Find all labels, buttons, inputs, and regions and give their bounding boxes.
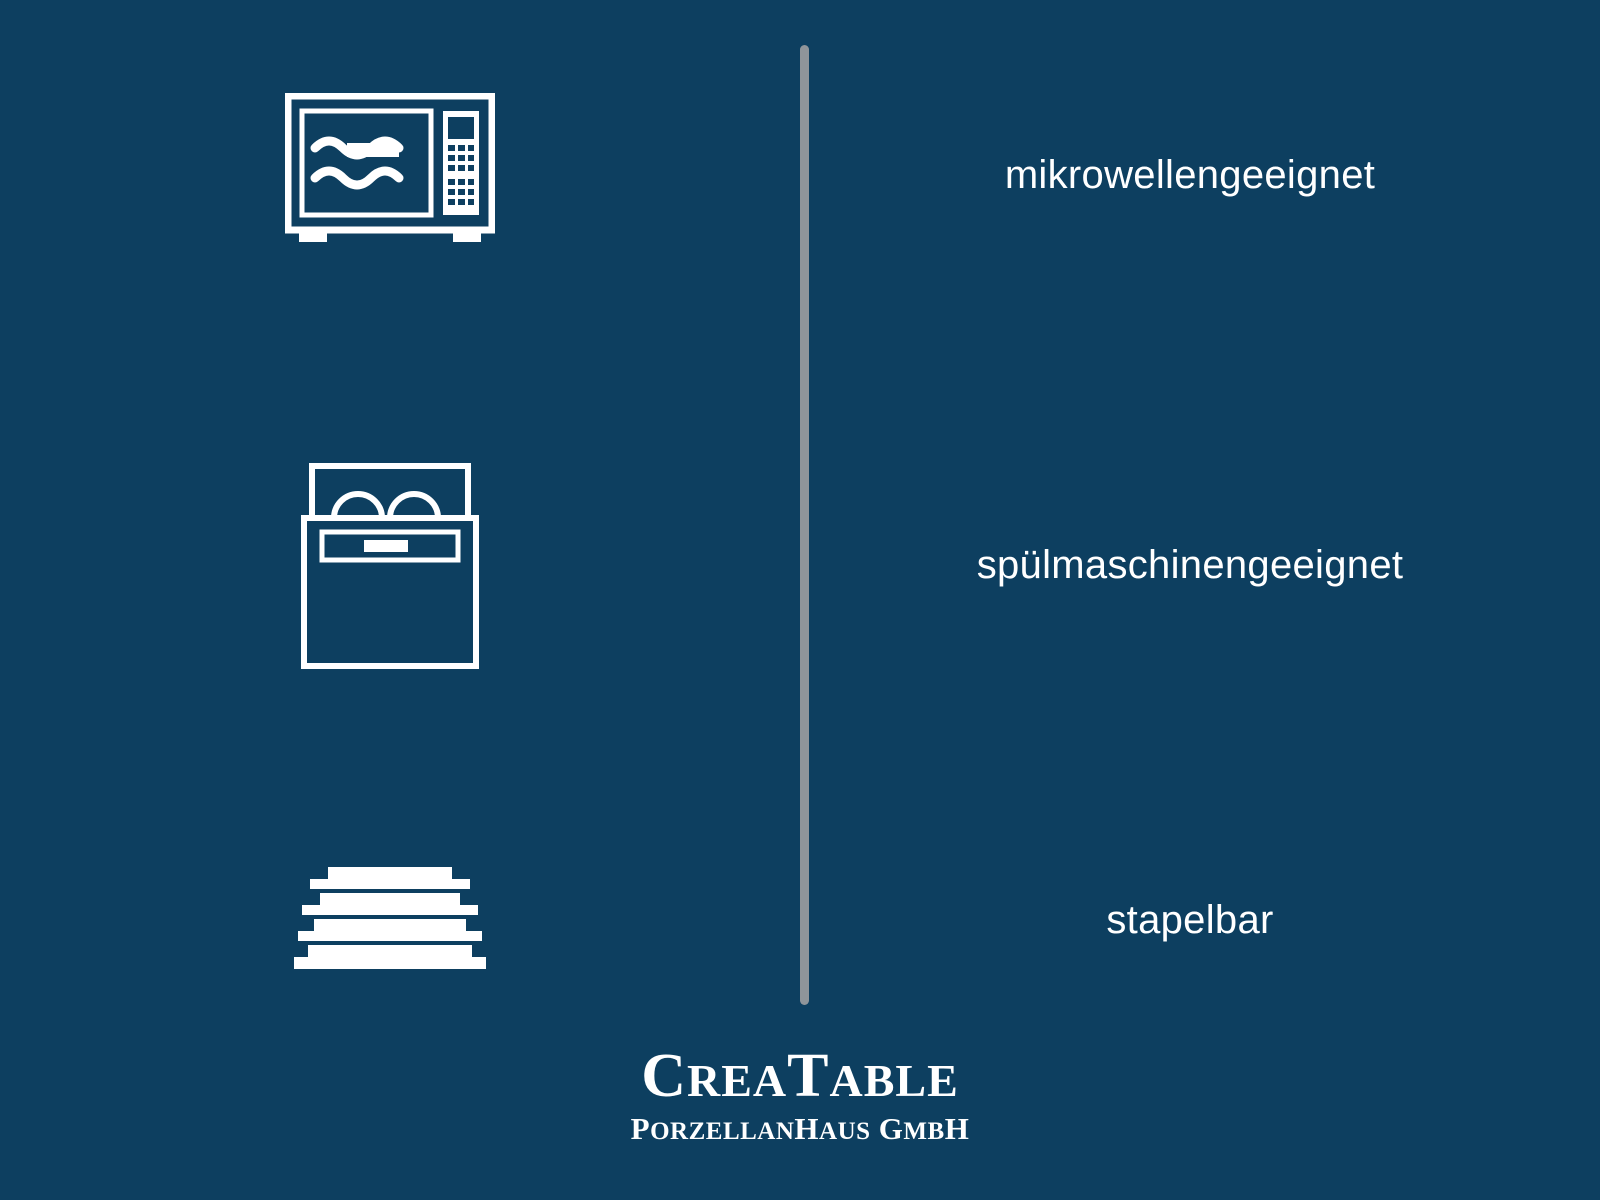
- dishwasher-icon-cell: [250, 445, 530, 685]
- brand-logo-sub: [0, 1113, 1600, 1144]
- dishwasher-label-cell: [860, 445, 1520, 685]
- feature-row: [0, 445, 1600, 685]
- microwave-icon: [285, 93, 495, 258]
- feature-label: mikrowellengeeignet: [1004, 152, 1376, 197]
- logo-main-part3: T: [787, 1042, 830, 1110]
- logo-sub-part3: H: [794, 1111, 820, 1146]
- logo-main-part4: ABLE: [829, 1055, 959, 1106]
- logo-sub-part4: AUS: [819, 1118, 871, 1145]
- microwave-icon-cell: [250, 55, 530, 295]
- stackable-plates-icon: [292, 865, 488, 975]
- brand-logo: [0, 1042, 1600, 1146]
- dishwasher-icon: [300, 460, 480, 670]
- logo-sub-part5: G: [870, 1111, 904, 1146]
- stackable-icon-cell: [250, 800, 530, 1040]
- logo-sub-part6: MB: [903, 1118, 945, 1145]
- brand-logo-main: [0, 1042, 1600, 1110]
- logo-sub-part1: P: [630, 1111, 651, 1146]
- logo-sub-part7: H: [944, 1111, 970, 1146]
- stackable-label-cell: [860, 800, 1520, 1040]
- feature-row: [0, 55, 1600, 295]
- logo-sub-part2: ORZELLAN: [650, 1118, 795, 1145]
- feature-label: spülmaschinengeeignet: [976, 542, 1404, 587]
- microwave-label-cell: [860, 55, 1520, 295]
- logo-main-part2: REA: [687, 1055, 788, 1106]
- logo-main-part1: C: [641, 1042, 688, 1110]
- feature-label: stapelbar: [1106, 897, 1274, 942]
- feature-row: [0, 800, 1600, 1040]
